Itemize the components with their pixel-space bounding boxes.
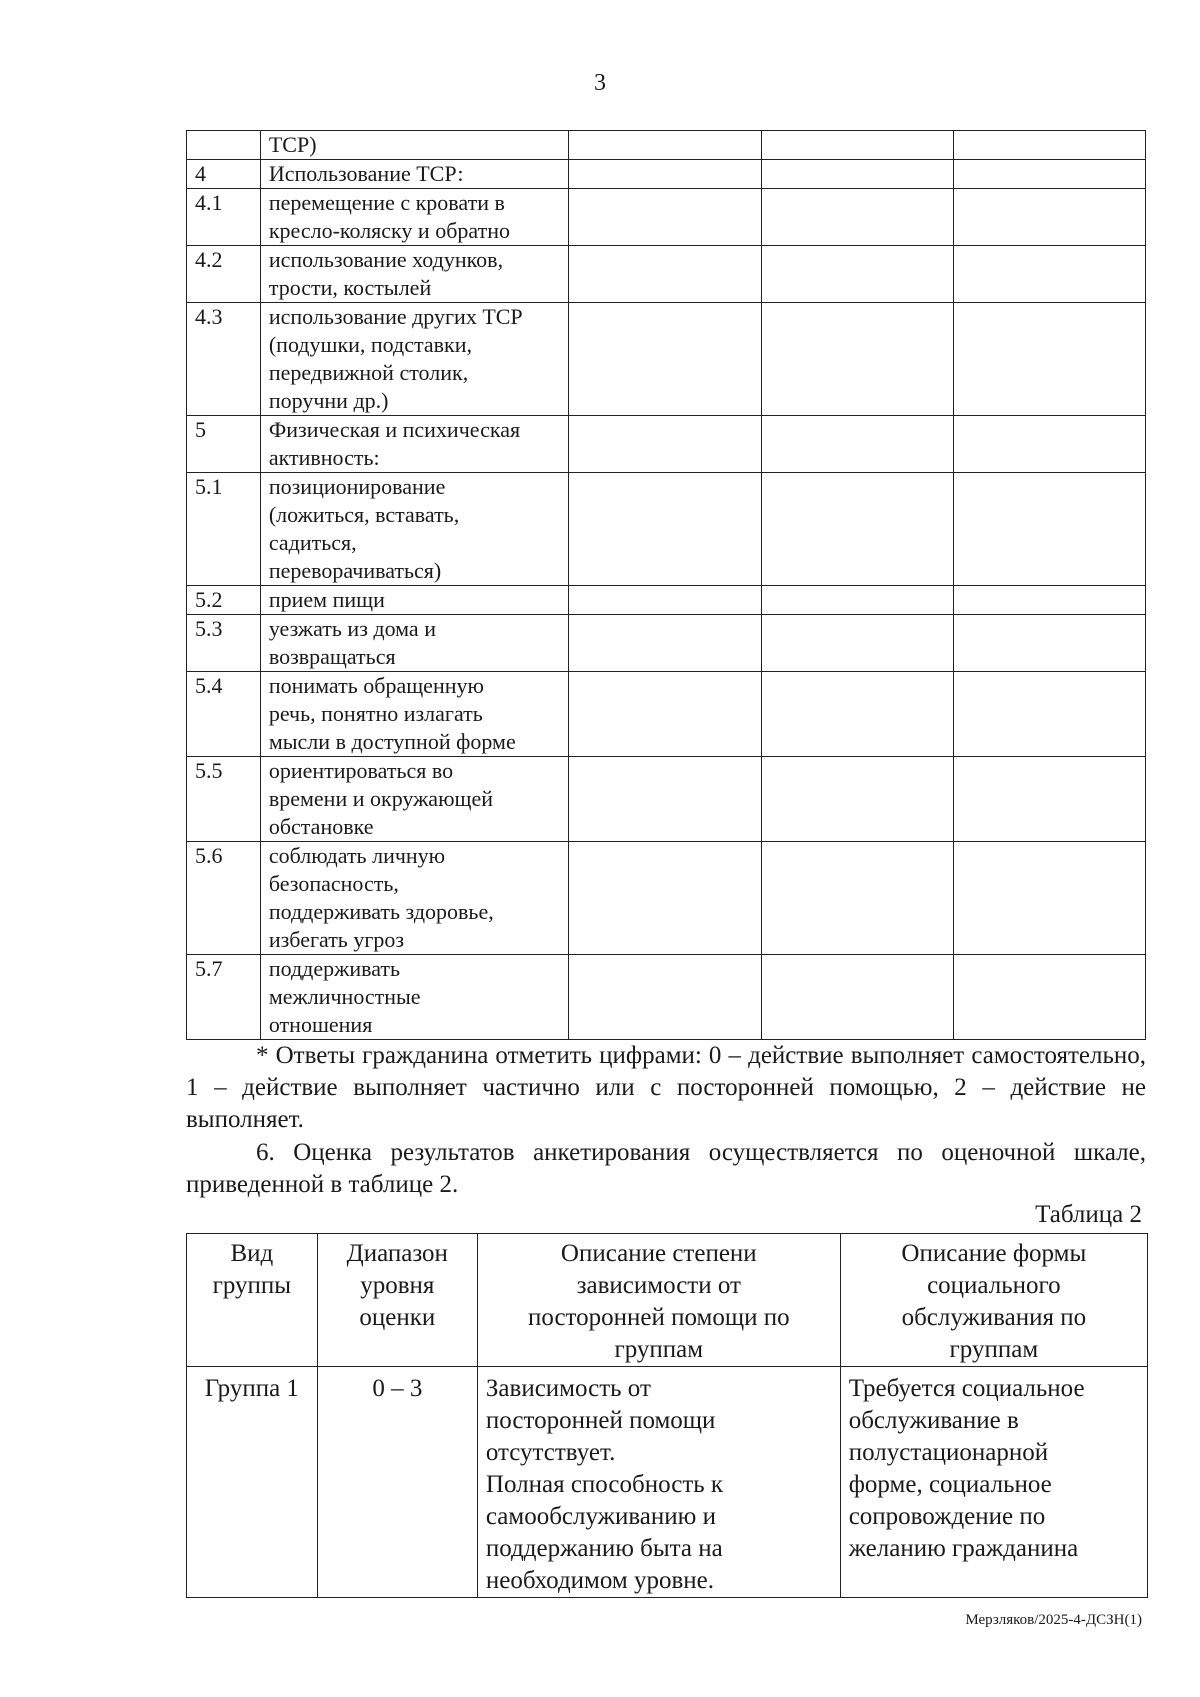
answer-cell <box>569 615 761 672</box>
answer-cell <box>761 672 953 757</box>
table2-caption: Таблица 2 <box>1035 1201 1142 1228</box>
answer-cell <box>761 416 953 473</box>
answer-cell <box>569 473 761 586</box>
header-group-type: Вид группы <box>187 1234 318 1367</box>
row-activity: Использование ТСР: <box>260 160 568 189</box>
document-footer-code: Мерзляков/2025-4-ДСЗН(1) <box>965 1612 1142 1628</box>
cell-service-form: Требуется социальное обслуживание в полустационарной форме, социальное сопровождение по желанию гражданина <box>840 1367 1147 1598</box>
answer-cell <box>953 303 1145 416</box>
table-row <box>187 842 1146 955</box>
answer-cell <box>953 955 1145 1040</box>
table-row <box>187 672 1146 757</box>
row-number: 5.3 <box>187 615 261 672</box>
answer-cell <box>569 672 761 757</box>
answer-cell <box>761 615 953 672</box>
table-row <box>187 473 1146 586</box>
answer-cell <box>761 131 953 160</box>
table-row <box>187 955 1146 1040</box>
answer-cell <box>761 586 953 615</box>
answer-cell <box>569 246 761 303</box>
answer-cell <box>761 160 953 189</box>
table-row <box>187 303 1146 416</box>
answer-cell <box>569 955 761 1040</box>
row-activity: поддерживать межличностные отношения <box>260 955 568 1040</box>
row-number: 4.3 <box>187 303 261 416</box>
answer-cell <box>569 160 761 189</box>
row-activity: соблюдать личную безопасность, поддерживать здоровье, избегать угроз <box>260 842 568 955</box>
table-row <box>187 131 1146 160</box>
row-number: 4.2 <box>187 246 261 303</box>
assessment-table-continued <box>186 130 1146 1040</box>
answer-cell <box>953 160 1145 189</box>
answer-cell <box>569 131 761 160</box>
header-dependency-description: Описание степени зависимости от посторонней помощи по группам <box>477 1234 840 1367</box>
row-activity: перемещение с кровати в кресло-коляску и обратно <box>260 189 568 246</box>
row-number: 5.2 <box>187 586 261 615</box>
row-activity: прием пищи <box>260 586 568 615</box>
answer-cell <box>953 672 1145 757</box>
row-number: 5.4 <box>187 672 261 757</box>
table-row <box>187 416 1146 473</box>
answer-cell <box>953 416 1145 473</box>
row-activity: позиционирование (ложиться, вставать, садиться, переворачиваться) <box>260 473 568 586</box>
row-number <box>187 131 261 160</box>
scoring-scale-table <box>186 1233 1148 1598</box>
answer-cell <box>761 189 953 246</box>
answer-cell <box>953 757 1145 842</box>
table-row <box>187 160 1146 189</box>
row-number: 5 <box>187 416 261 473</box>
table-row <box>187 615 1146 672</box>
answer-cell <box>761 757 953 842</box>
cell-dependency: Зависимость от посторонней помощи отсутствует. Полная способность к самообслуживанию и поддержанию быта на необходимом уровне. <box>477 1367 840 1598</box>
answer-cell <box>569 303 761 416</box>
cell-range: 0 – 3 <box>317 1367 477 1598</box>
table-row <box>187 246 1146 303</box>
header-service-form-description: Описание формы социального обслуживания по группам <box>840 1234 1147 1367</box>
row-number: 4 <box>187 160 261 189</box>
answer-cell <box>953 246 1145 303</box>
answer-cell <box>761 246 953 303</box>
answer-cell <box>953 615 1145 672</box>
answer-cell <box>569 842 761 955</box>
answer-cell <box>953 189 1145 246</box>
answer-cell <box>761 955 953 1040</box>
row-number: 5.5 <box>187 757 261 842</box>
row-activity: ТСР) <box>260 131 568 160</box>
row-activity: Физическая и психическая активность: <box>260 416 568 473</box>
answer-cell <box>761 473 953 586</box>
answer-cell <box>953 586 1145 615</box>
row-activity: использование ходунков, трости, костылей <box>260 246 568 303</box>
table-row <box>187 189 1146 246</box>
row-activity: использование других ТСР (подушки, подставки, передвижной столик, поручни др.) <box>260 303 568 416</box>
answer-cell <box>953 473 1145 586</box>
cell-group: Группа 1 <box>187 1367 318 1598</box>
answer-note: * Ответы гражданина отметить цифрами: 0 – действие выполняет самостоятельно, 1 – действие выполняет частично или с посторонней помощью, 2 – действие не выполняет. <box>186 1042 1146 1133</box>
row-number: 5.7 <box>187 955 261 1040</box>
answer-cell <box>569 586 761 615</box>
table-row <box>187 757 1146 842</box>
answer-cell <box>761 303 953 416</box>
row-activity: уезжать из дома и возвращаться <box>260 615 568 672</box>
answer-cell <box>569 189 761 246</box>
header-score-range: Диапазон уровня оценки <box>317 1234 477 1367</box>
answer-cell <box>569 416 761 473</box>
row-number: 5.6 <box>187 842 261 955</box>
table2-row-group-1 <box>187 1367 1148 1598</box>
row-number: 4.1 <box>187 189 261 246</box>
answer-cell <box>761 842 953 955</box>
table-row <box>187 586 1146 615</box>
paragraph-6: 6. Оценка результатов анкетирования осуществляется по оценочной шкале, приведенной в таблице 2. <box>186 1139 1146 1198</box>
table2-header-row <box>187 1234 1148 1367</box>
answer-cell <box>953 842 1145 955</box>
row-number: 5.1 <box>187 473 261 586</box>
row-activity: понимать обращенную речь, понятно излагать мысли в доступной форме <box>260 672 568 757</box>
row-activity: ориентироваться во времени и окружающей обстановке <box>260 757 568 842</box>
answer-cell <box>953 131 1145 160</box>
answer-cell <box>569 757 761 842</box>
page-number: 3 <box>594 70 606 96</box>
